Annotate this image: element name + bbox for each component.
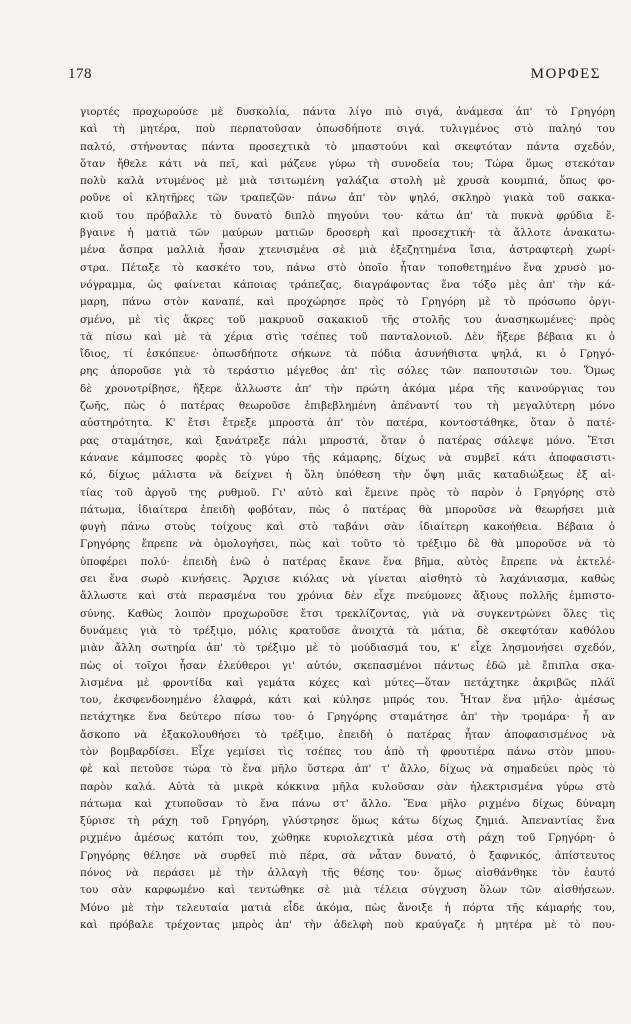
text-line: δυνάμεις γιὰ τὸ τρέξιμο, μόλις κρατοῦσε ἀνοιχτὰ τὰ μάτια, δὲ σκεφτόταν καθόλου bbox=[80, 624, 615, 637]
page-number: 178 bbox=[68, 66, 92, 82]
text-line: ροῦνε οἱ κλητῆρες τῶν τραπεζῶν· πάνω ἀπ' τὸν ψηλό, σκληρὸ γιακὰ τοῦ σακκα- bbox=[80, 192, 615, 205]
text-line: ἄλλωστε καὶ στὰ περασμένα του χρόνια δὲν εἶχε πνεύμονες ἄξιους πολλῆς ἐμπιστο- bbox=[80, 590, 615, 603]
text-line: του, ἐκσφενδονημένο ἐλαφρά, κάτι καὶ κύλησε μπρός του. Ἦταν ἕνα μῆλο· ἀμέσως bbox=[80, 694, 615, 707]
text-line: μαρη, πάνω στὸν καναπέ, καὶ προχώρησε πρὸς τὸ Γρηγόρη μὲ τὸ πρόσωπο ὀργι- bbox=[80, 296, 615, 309]
text-line: σύνης. Καθὼς λοιπὸν προχωροῦσε ἔτσι τρεκλίζοντας, γιὰ νὰ συγκεντρώνει ὅλες τὶς bbox=[80, 607, 615, 620]
text-line: λισμένα μὲ φροντίδα καὶ γεμάτα κόχες καὶ μύτες—ὅταν πετάχτηκε ἀκριβῶς πλάϊ bbox=[80, 676, 615, 689]
text-line: δὲ χρονοτρίβησε, ἤξερε ἄλλωστε ἀπ' τὴν πρώτη ἀκόμα μέρα τῆς καινούργιας του bbox=[80, 382, 615, 395]
text-line: ριχμένο ἀμέσως κατόπι του, χώθηκε κυριολεχτικὰ μέσα στὴ ράχη τοῦ Γρηγόρη· ὁ bbox=[80, 832, 615, 845]
text-line: ὅταν ἤθελε κάτι νὰ πεῖ, καὶ μάζευε γύρω τὴ συνοδεία του; Τώρα ὅμως στεκόταν bbox=[80, 157, 615, 170]
text-line: ρας σταμάτησε, καὶ ξανάτρεξε πάλι μπροστά, ὅταν ὁ πατέρας σάλεψε μόνο. Ἔτσι bbox=[80, 434, 615, 447]
running-title: ΜΟΡΦΕΣ bbox=[530, 66, 601, 82]
text-line: πὼς οἱ τοῖχοι ἦσαν ἐλεύθεροι γι' αὐτόν, σκεπασμένοι πάντως ἐδῶ μὲ ἔπιπλα σκα- bbox=[80, 659, 615, 672]
text-line: ἄσκοπο νὰ ἐξακολουθήσει τὸ τρέξιμο, ἐπειδὴ ὁ πατέρας ἦταν ἀποφασισμένος νὰ bbox=[80, 728, 615, 741]
text-line: Μόνο μὲ τὴν τελευταία ματιὰ εἶδε ἀκόμα, πὼς ἄνοιξε ἡ πόρτα τῆς κάμαρής του, bbox=[80, 901, 615, 914]
text-line: του σὰν καρφωμένο καὶ τεντώθηκε σὲ μιὰ τέλεια σύγχυση ὅλων τῶν αἰσθήσεων. bbox=[80, 884, 615, 897]
text-line: σει ἕνα σωρὸ κινήσεις. Ἄρχισε κιόλας νὰ γίνεται αἰσθητὸ τὸ λαχάνιασμα, καθὼς bbox=[80, 573, 615, 586]
text-line: τὸν βομβαρδίσει. Εἶχε γεμίσει τὶς τσέπες του ἀπὸ τὴ φρουτιέρα πάνω στὸν μπου- bbox=[80, 745, 615, 758]
text-line: κό, δίχως μάλιστα νὰ δείχνει ἡ ὅλη ὑπόθεση τὴν ὄψη μιᾶς καταδιώξεως ἐξ αἰ- bbox=[80, 469, 615, 482]
text-line: Γρηγόρης θέλησε νὰ συρθεῖ πιὸ πέρα, σὰ νἆταν δυνατό, ὁ ξαφνικός, ἀπίστευτος bbox=[80, 849, 615, 862]
text-line: γιορτές προχωρούσε μὲ δυσκολία, πάντα λίγο πιὸ σιγά, ἀνάμεσα ἀπ' τὸ Γρηγόρη bbox=[80, 106, 615, 118]
text-line: πόνος νὰ περάσει μὲ τὴν ἀλλαγὴ τῆς θέσης του· ὅμως αἰσθάνθηκε τὸν ἑαυτό bbox=[80, 867, 615, 880]
text-line: παρὸν καλά. Αὐτὰ τὰ μικρὰ κόκκινα μῆλα κυλοῦσαν σὰν ἠλεκτρισμένα γύρω στὸ bbox=[80, 780, 615, 793]
text-line: κάνανε κάμποσες φορὲς τὸ γύρο τῆς κάμαρης, δίχως νὰ συμβεῖ κάτι ἀποφασιστι- bbox=[80, 451, 615, 464]
text-line: ρης ἀποροῦσε γιὰ τὸ τεράστιο μέγεθος ἀπ' τὶς σόλες τῶν παπουτσιῶν του. Ὅμως bbox=[80, 365, 615, 378]
body-text bbox=[80, 104, 615, 934]
text-line: καὶ πρόβαλε τρέχοντας μπρὸς ἀπ' τὴν ἀδελφὴ ποὺ κραύγαζε ἡ μητέρα μὲ τὸ που- bbox=[80, 918, 615, 931]
text-line: Γρηγόρης ἔπρεπε νὰ ὁμολογήσει, πὼς καὶ τοῦτο τὸ τρέξιμο δὲ θὰ μποροῦσε νὰ τὸ bbox=[80, 538, 615, 551]
text-line: ξύρισε τὴ ράχη τοῦ Γρηγόρη, γλύστρησε ὅμως κάτω δίχως ζημιά. Ἀπεναντίας ἕνα bbox=[80, 815, 615, 828]
text-line: ζωῆς, πὼς ὁ πατέρας θεωροῦσε ἐπιβεβλημένη ἀπέναντί του τὴ μεγαλύτερη μόνο bbox=[80, 400, 615, 413]
text-line: μένα ἄσπρα μαλλιὰ ἦσαν χτενισμένα σὲ μιὰ ἐξεζητημένα ἴσια, ἀστραφτερὴ χωρί- bbox=[80, 244, 615, 257]
text-line: φυγὴ πάνω στοὺς τοίχους καὶ στὸ ταβάνι σὰν ἰδιαίτερη κακοήθεια. Βέβαια ὁ bbox=[80, 521, 615, 534]
text-line: σμένο, μὲ τὶς ἄκρες τοῦ μακρυοῦ σακακιοῦ τῆς στολῆς του ἀνασηκωμένες· πρὸς bbox=[80, 313, 615, 326]
text-line: ἴδιος, τί ἐσκόπευε· ὁπωσδήποτε σήκωνε τὰ πόδια ἀσυνήθιστα ψηλά, κι ὁ Γρηγό- bbox=[80, 348, 615, 361]
text-line: φὲ καὶ πετοῦσε τώρα τὸ ἕνα μῆλο ὕστερα ἀπ' τ' ἄλλο, δίχως νὰ σημαδεύει πρὸς τὸ bbox=[80, 763, 615, 776]
text-line: παλτό, στήνοντας πάντα προσεχτικὰ τὸ μπαστούνι καὶ σκεφτόταν πάντα σχεδόν, bbox=[80, 140, 615, 153]
text-line: στρα. Πέταξε τὸ κασκέτο του, πάνω στὸ ὁποῖο ἦταν τοποθετημένο ἕνα χρυσὸ μο- bbox=[80, 261, 615, 274]
text-line: βγαινε ἡ ματιὰ τῶν μαύρων ματιῶν δροσερὴ καὶ προσεχτική· τὰ ἄλλοτε ἀνακατω- bbox=[80, 227, 615, 240]
text-line: νόγραμμα, ὡς φαίνεται κάποιας τράπεζας, διαγράφοντας ἕνα τόξο μὲς ἀπ' τὴν κά- bbox=[80, 278, 615, 291]
text-line: πάτωμα καὶ χτυποῦσαν τὸ ἕνα πάνω στ' ἄλλο. Ἕνα μῆλο ριχμένο δίχως δύναμη bbox=[80, 797, 615, 810]
text-line: αὐστηρότητα. Κ' ἔτσι ἔτρεξε μπροστὰ ἀπ' τὸν πατέρα, κοντοστάθηκε, ὅταν ὁ πατέ- bbox=[80, 417, 615, 430]
text-line: τὰ πίσω καὶ μὲ τὰ χέρια στὶς τσέπες τοῦ πανταλονιοῦ. Δὲν ἤξερε βέβαια κι ὁ bbox=[80, 330, 615, 343]
text-line: ὑποφέρει πολύ· ἐπειδὴ ἐνῶ ὁ πατέρας ἔκανε ἕνα βῆμα, αὐτὸς ἔπρεπε νὰ ἐκτελέ- bbox=[80, 555, 615, 568]
text-line: πολὺ καλὰ ντυμένος μὲ μιὰ τσιτωμένη γαλάζια στολὴ μὲ χρυσὰ κουμπιά, ὅπως φο- bbox=[80, 175, 615, 188]
text-line: κιοῦ του πρόβαλλε τὸ δυνατὸ διπλὸ πηγούνι του· κάτω ἀπ' τὰ πυκνὰ φρύδια ἔ- bbox=[80, 209, 615, 222]
text-line: μιὰν ἄλλη σωτηρία ἀπ' τὸ τρέξιμο μὲ τὸ μούδιασμά του, κ' εἶχε λησμονήσει σχεδόν, bbox=[80, 642, 615, 655]
text-line: πάτωμα, ἰδιαίτερα ἐπειδὴ φοβόταν, πὼς ὁ πατέρας θὰ μποροῦσε νὰ θεωρήσει μιὰ bbox=[80, 503, 615, 516]
text-line: καὶ τὴ μητέρα, ποὺ περπατοῦσαν ὁπωσδήποτε σιγά. τυλιγμένος στὸ παληό του bbox=[80, 123, 615, 136]
text-line: τίας τοῦ ἀργοῦ της ρυθμοῦ. Γι' αὐτὸ καὶ ἔμεινε πρὸς τὸ παρὸν ὁ Γρηγόρης στὸ bbox=[80, 486, 615, 499]
text-line: πετάχτηκε ἕνα δεύτερο πίσω του· ὁ Γρηγόρης σταμάτησε ἀπ' τὴν τρομάρα· ἦ αν bbox=[80, 711, 615, 724]
